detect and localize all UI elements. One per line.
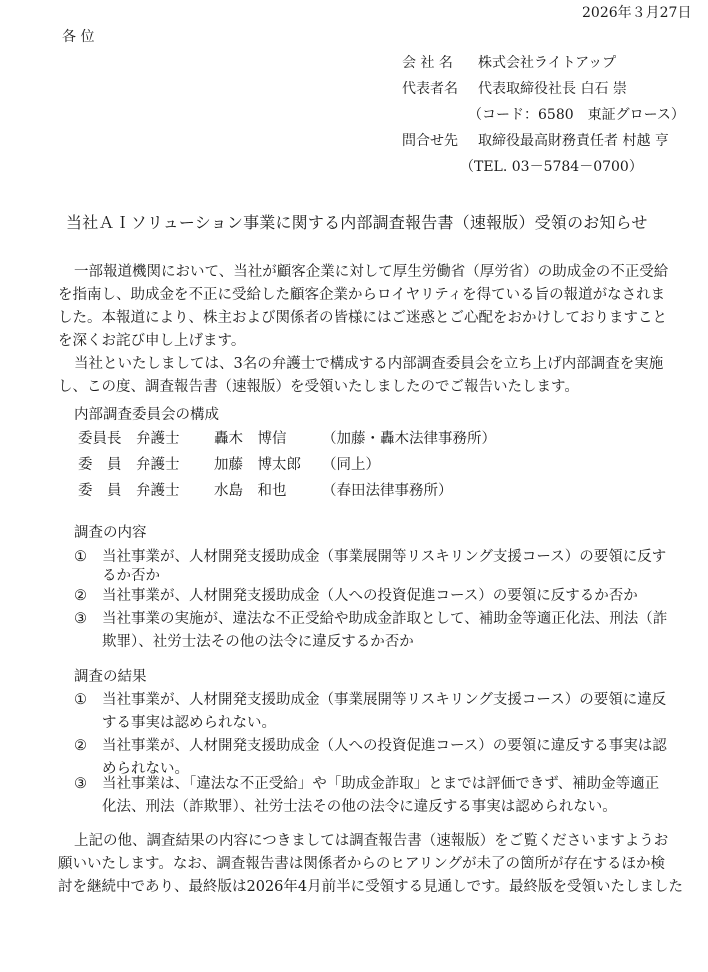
intro-line: 一部報道機関において、当社が顧客企業に対して厚生労働省（厚労省）の助成金の不正受給	[74, 264, 669, 280]
committee-heading: 内部調査委員会の構成	[74, 407, 219, 423]
item-line: 当社事業は、「違法な不正受給」や「助成金詐取」とまでは評価できず、補助金等適正	[102, 776, 660, 792]
item-number: ③	[74, 776, 87, 792]
member-role: 委員長	[78, 431, 122, 447]
item-line: るか否か	[102, 568, 160, 584]
recipients: 各 位	[62, 29, 95, 45]
member-name: 轟木 博信	[214, 431, 287, 447]
item-number: ③	[74, 611, 87, 627]
release-date: 2026年３月27日	[582, 5, 692, 21]
member-name: 水島 和也	[214, 483, 287, 499]
item-number: ②	[74, 588, 87, 604]
company-name: 株式会社ライトアップ	[478, 55, 617, 71]
member-title: 弁護士	[136, 431, 180, 447]
member-firm: （同上）	[322, 457, 380, 473]
item-line: 当社事業の実施が、違法な不正受給や助成金詐取として、補助金等適正化法、刑法（詐	[102, 611, 668, 627]
stock-code: （コード：6580 東証グロース）	[468, 107, 685, 123]
member-role: 委 員	[78, 457, 122, 473]
member-name: 加藤 博太郎	[214, 457, 301, 473]
item-line: 当社事業が、人材開発支援助成金（人への投資促進コース）の要領に反するか否か	[102, 588, 638, 604]
item-line: する事実は認められない。	[102, 715, 276, 731]
intro-line: した。本報道により、株主および関係者の皆様にはご迷惑とご心配をおかけしておりますこと	[58, 310, 667, 326]
intro-line: を指南し、助成金を不正に受給した顧客企業からロイヤリティを得ている旨の報道がなされま	[58, 287, 666, 303]
item-line: 当社事業が、人材開発支援助成金（事業展開等リスキリング支援コース）の要領に反す	[102, 549, 667, 565]
member-firm: （加藤・轟木法律事務所）	[322, 431, 496, 447]
member-firm: （春田法律事務所）	[322, 483, 453, 499]
closing-line: 上記の他、調査結果の内容につきましては調査報告書（速報版）をご覧くださいますようお	[74, 833, 669, 849]
document-title: 当社ＡＩソリューション事業に関する内部調査報告書（速報版）受領のお知らせ	[66, 213, 648, 232]
contact-name: 取締役最高財務責任者 村越 亨	[478, 133, 669, 149]
member-title: 弁護士	[136, 483, 180, 499]
item-line: 当社事業が、人材開発支援助成金（人への投資促進コース）の要領に違反する事実は認	[102, 738, 667, 754]
contact-label: 問合せ先	[402, 133, 458, 149]
member-role: 委 員	[78, 483, 122, 499]
contents-heading: 調査の内容	[74, 525, 147, 541]
item-line: 化法、刑法（詐欺罪）、社労士法その他の法令に違反する事実は認められない。	[102, 799, 617, 815]
item-number: ②	[74, 738, 87, 754]
representative-name: 代表取締役社長 白石 崇	[478, 81, 627, 97]
intro-line: 当社といたしましては、3名の弁護士で構成する内部調査委員会を立ち上げ内部調査を実施	[74, 356, 664, 372]
results-heading: 調査の結果	[74, 669, 147, 685]
representative-label: 代表者名	[402, 81, 458, 97]
item-number: ①	[74, 692, 87, 708]
company-label: 会 社 名	[402, 55, 453, 71]
intro-line: し、この度、調査報告書（速報版）を受領いたしましたのでご報告いたします。	[58, 379, 579, 395]
closing-line: 願いいたします。なお、調査報告書は関係者からのヒアリングが未了の箇所が存在するほか検	[58, 856, 665, 872]
contact-tel: （TEL. 03－5784－0700）	[460, 159, 643, 175]
intro-line: を深くお詫び申し上げます。	[58, 333, 246, 349]
item-line: 欺罪）、社労士法その他の法令に違反するか否か	[102, 634, 414, 650]
item-line: 当社事業が、人材開発支援助成金（事業展開等リスキリング支援コース）の要領に違反	[102, 692, 667, 708]
closing-line: 討を継続中であり、最終版は2026年4月前半に受領する見通しです。最終版を受領いたしました	[58, 879, 683, 895]
member-title: 弁護士	[136, 457, 180, 473]
item-line: められない。	[102, 761, 189, 777]
item-number: ①	[74, 549, 87, 565]
